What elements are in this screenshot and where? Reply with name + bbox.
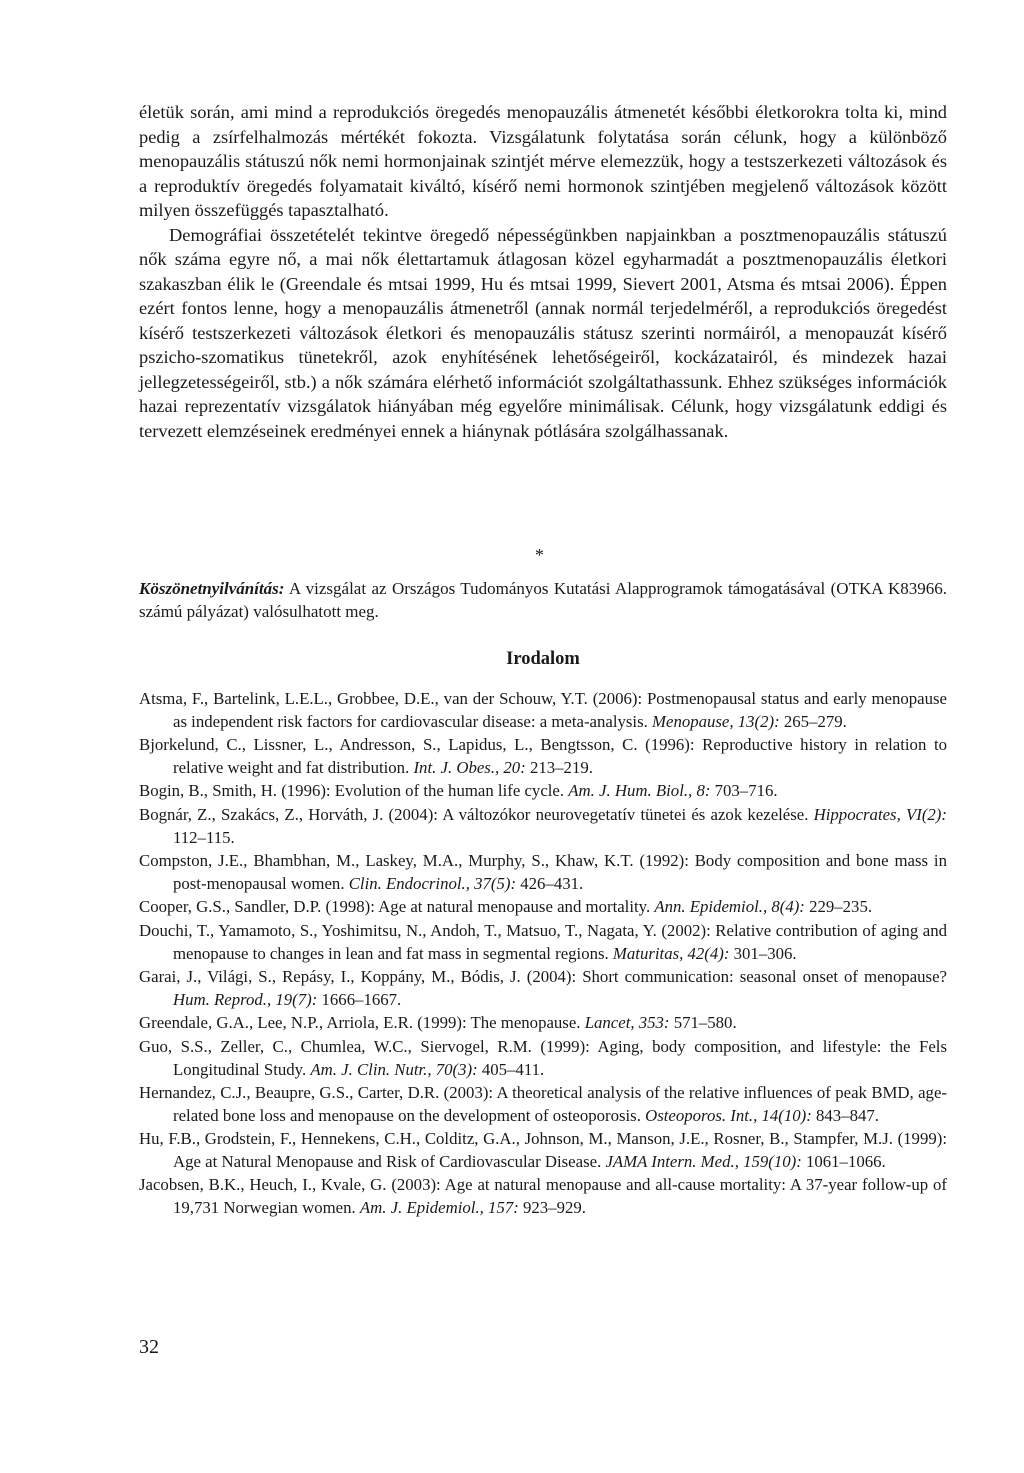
- references-heading: Irodalom: [506, 649, 580, 669]
- acknowledgement-text: A vizsgálat az Országos Tudományos Kutatási Alapprogramok támogatásával (OTKA K83966. számú pályázat) valósulhatott meg.: [139, 579, 947, 621]
- paragraph: életük során, ami mind a reprodukciós öregedés menopauzális átmenetét későbbi életkorokra tolta ki, mind pedig a zsírfelhalmozás mértékét fokozta. Vizsgálatunk folytatása során célunk, hogy a különböző menopauzális státuszú nők nemi hormonjainak szintjét mérve elemezzük, hogy a testszerkezeti változások és a reproduktív öregedés folyamatait kiváltó, kísérő nemi hormonok szintjében megjelenő változások között milyen összefüggés tapasztalható.: [139, 102, 947, 220]
- reference-item: [139, 1082, 947, 1127]
- reference-item: [139, 688, 947, 733]
- reference-text: Cooper, G.S., Sandler, D.P. (1998): Age at natural menopause and mortality.: [139, 897, 655, 917]
- reference-pages: 301–306.: [729, 943, 797, 963]
- reference-item: [139, 966, 947, 1011]
- reference-text: Garai, J., Világi, S., Repásy, I., Koppány, M., Bódis, J. (2004): Short communication: seasonal onset of menopause?: [139, 967, 947, 987]
- acknowledgement: [139, 577, 947, 623]
- reference-text: Bogin, B., Smith, H. (1996): Evolution of the human life cycle.: [139, 781, 569, 801]
- reference-source: Am. J. Clin. Nutr., 70(3):: [310, 1059, 478, 1079]
- paragraph: Demográfiai összetételét tekintve öregedő népességünkben napjainkban a posztmenopauzális státuszú nők száma egyre nő, a mai nők élettartamuk átlagosan közel egyharmadát a posztmenopauzális életkori szakaszban élik le (Greendale és mtsai 1999, Hu és mtsai 1999, Sievert 2001, Atsma és mtsai 2006). Éppen ezért fontos lenne, hogy a menopauzális átmenetről (annak normál terjedelméről, a reprodukciós öregedést kísérő testszerkezeti változások életkori és menopauzális státusz szerinti normáiról, a menopauzát kísérő pszicho-szomatikus tünetekről, azok enyhítésének lehetőségeiről, kockázatairól, és mindezek hazai jellegzetességeiről, stb.) a nők számára elérhető információt szolgáltathassunk. Ehhez szükséges információk hazai reprezentatív vizsgálatok hiányában még egyelőre minimálisak. Célunk, hogy vizsgálatunk eddigi és tervezett elemzéseinek eredményei ennek a hiánynak pótlására szolgálhassanak.: [139, 224, 947, 441]
- reference-pages: 1061–1066.: [801, 1151, 886, 1171]
- reference-item: [139, 1174, 947, 1219]
- reference-text: Atsma, F., Bartelink, L.E.L., Grobbee, D.E., van der Schouw, Y.T. (2006): Postmenopausal status and early menopause as independent risk factors for cardiovascular disease: a meta-analysis.: [139, 689, 947, 731]
- reference-pages: 426–431.: [516, 873, 584, 893]
- reference-source: Hum. Reprod., 19(7):: [173, 989, 318, 1009]
- reference-pages: 703–716.: [710, 781, 778, 801]
- reference-source: Maturitas, 42(4):: [612, 943, 730, 963]
- reference-item: [139, 1036, 947, 1081]
- reference-pages: 923–929.: [518, 1198, 586, 1218]
- reference-pages: 405–411.: [477, 1059, 545, 1079]
- reference-item: [139, 920, 947, 965]
- reference-item: [139, 1012, 947, 1035]
- reference-text: Hernandez, C.J., Beaupre, G.S., Carter, D.R. (2003): A theoretical analysis of the relative influences of peak BMD, age-related bone loss and menopause on the development of osteoporosis.: [139, 1083, 947, 1125]
- reference-text: Douchi, T., Yamamoto, S., Yoshimitsu, N., Andoh, T., Matsuo, T., Nagata, Y. (2002): Relative contribution of aging and menopause to changes in lean and fat mass in segmental regions.: [139, 920, 947, 963]
- reference-text: Bjorkelund, C., Lissner, L., Andresson, S., Lapidus, L., Bengtsson, C. (1996): Reproductive history in relation to relative weight and fat distribution.: [139, 735, 947, 777]
- reference-text: Compston, J.E., Bhambhan, M., Laskey, M.A., Murphy, S., Khaw, K.T. (1992): Body composition and bone mass in post-menopausal women.: [139, 851, 947, 893]
- reference-pages: 213–219.: [525, 757, 593, 777]
- reference-pages: 843–847.: [811, 1105, 879, 1125]
- reference-item: [139, 804, 947, 849]
- reference-pages: 112–115.: [173, 827, 235, 847]
- page-number: 32: [139, 1336, 159, 1358]
- reference-pages: 571–580.: [669, 1013, 737, 1033]
- reference-item: [139, 734, 947, 779]
- reference-source: Lancet, 353:: [584, 1013, 670, 1033]
- acknowledgement-label: Köszönetnyilvánítás:: [139, 579, 285, 598]
- reference-source: Am. J. Epidemiol., 157:: [359, 1198, 519, 1218]
- reference-text: Guo, S.S., Zeller, C., Chumlea, W.C., Siervogel, R.M. (1999): Aging, body composition, and lifestyle: the Fels Longitudinal Study.: [139, 1036, 947, 1079]
- reference-source: Int. J. Obes., 20:: [413, 757, 526, 777]
- reference-pages: 265–279.: [779, 711, 847, 731]
- reference-item: [139, 850, 947, 895]
- reference-item: [139, 1128, 947, 1173]
- reference-source: Hippocrates, VI(2):: [813, 804, 947, 824]
- reference-list: [139, 688, 947, 1221]
- reference-source: Ann. Epidemiol., 8(4):: [654, 897, 805, 917]
- reference-pages: 229–235.: [804, 897, 873, 917]
- reference-text: Hu, F.B., Grodstein, F., Hennekens, C.H., Colditz, G.A., Johnson, M., Manson, J.E., Rosner, B., Stampfer, M.J. (1999): Age at Natural Menopause and Risk of Cardiovascular Disease.: [139, 1129, 947, 1171]
- section-separator: *: [535, 545, 544, 565]
- reference-text: Greendale, G.A., Lee, N.P., Arriola, E.R. (1999): The menopause.: [139, 1013, 585, 1033]
- reference-item: [139, 896, 947, 919]
- reference-item: [139, 780, 947, 803]
- reference-source: Am. J. Hum. Biol., 8:: [568, 781, 711, 801]
- reference-source: Menopause, 13(2):: [652, 711, 780, 731]
- reference-source: JAMA Intern. Med., 159(10):: [605, 1151, 802, 1171]
- reference-source: Clin. Endocrinol., 37(5):: [348, 873, 517, 893]
- body-text: [139, 100, 947, 443]
- reference-text: Bognár, Z., Szakács, Z., Horváth, J. (2004): A változókor neurovegetatív tünetei és azok kezelése.: [139, 804, 814, 824]
- reference-pages: 1666–1667.: [317, 989, 402, 1009]
- reference-text: Jacobsen, B.K., Heuch, I., Kvale, G. (2003): Age at natural menopause and all-cause mortality: A 37-year follow-up of 19,731 Norwegian women.: [139, 1175, 947, 1218]
- reference-source: Osteoporos. Int., 14(10):: [645, 1105, 812, 1125]
